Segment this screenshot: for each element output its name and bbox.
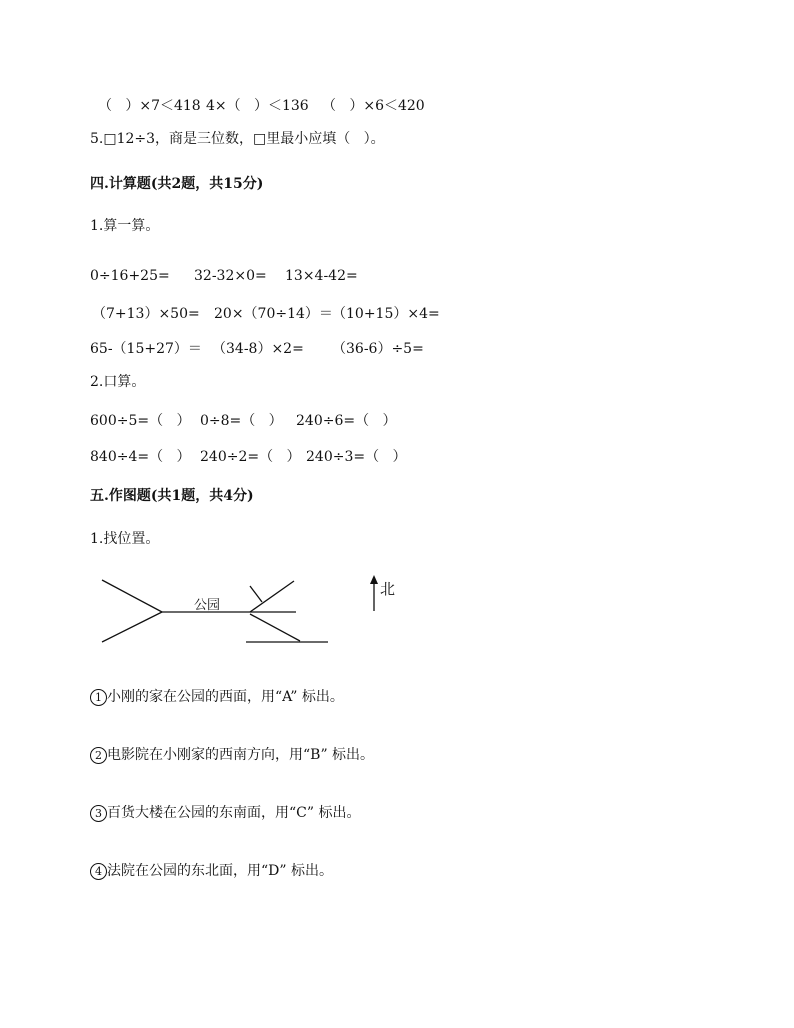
- circled-number: 1: [90, 689, 107, 706]
- oral-item: 840÷4=（ ）: [90, 449, 191, 465]
- oral-item: 240÷3=（ ）: [306, 449, 407, 465]
- inequality-a: （ ）×7＜418: [98, 98, 201, 114]
- calc-item: 32-32×0=: [194, 268, 267, 284]
- road-line: [250, 586, 262, 602]
- park-label: 公园: [194, 598, 221, 613]
- calc-item: （36-6）÷5=: [332, 341, 424, 357]
- road-line: [250, 581, 294, 612]
- oral-item: 0÷8=（ ）: [200, 413, 283, 429]
- road-line: [250, 614, 300, 641]
- inequality-b: 4×（ ）＜136: [206, 98, 309, 114]
- map-item-text: 百货大楼在公园的东南面，用“C” 标出。: [107, 805, 361, 821]
- oral-item: 240÷2=（ ）: [200, 449, 301, 465]
- calc-item: （34-8）×2=: [212, 341, 304, 357]
- map-item-text: 电影院在小刚家的西南方向，用“B” 标出。: [107, 747, 375, 763]
- section-4-q2-title: 2.口算。: [90, 374, 146, 390]
- calc-item: 13×4-42=: [285, 268, 358, 284]
- section-5-title: 五.作图题(共1题，共4分): [90, 488, 254, 504]
- map-item-4: [90, 862, 333, 880]
- road-line: [102, 580, 162, 612]
- circled-number: 4: [90, 863, 107, 880]
- question-5: 5.□12÷3，商是三位数，□里最小应填（ ）。: [90, 131, 385, 147]
- map-item-3: [90, 804, 360, 822]
- calc-item: 0÷16+25=: [90, 268, 170, 284]
- calc-item: （7+13）×50=: [92, 306, 200, 322]
- section-4-q1-title: 1.算一算。: [90, 218, 160, 234]
- section-4-title: 四.计算题(共2题，共15分): [90, 176, 264, 192]
- inequality-c: （ ）×6＜420: [322, 98, 425, 114]
- north-arrow-head: [370, 575, 378, 584]
- road-line: [102, 612, 162, 642]
- calc-item: 20×（70÷14）＝: [214, 306, 333, 322]
- circled-number: 3: [90, 805, 107, 822]
- calc-item: 65-（15+27）＝: [90, 341, 202, 357]
- oral-item: 600÷5=（ ）: [90, 413, 191, 429]
- map-item-text: 小刚的家在公园的西面，用“A” 标出。: [107, 689, 344, 705]
- calc-item: （10+15）×4=: [332, 306, 440, 322]
- oral-item: 240÷6=（ ）: [296, 413, 397, 429]
- section-5-q1-title: 1.找位置。: [90, 531, 160, 547]
- north-label: 北: [380, 580, 396, 598]
- circled-number: 2: [90, 747, 107, 764]
- map-item-text: 法院在公园的东北面，用“D” 标出。: [107, 863, 333, 879]
- map-item-2: [90, 746, 374, 764]
- map-item-1: [90, 688, 344, 706]
